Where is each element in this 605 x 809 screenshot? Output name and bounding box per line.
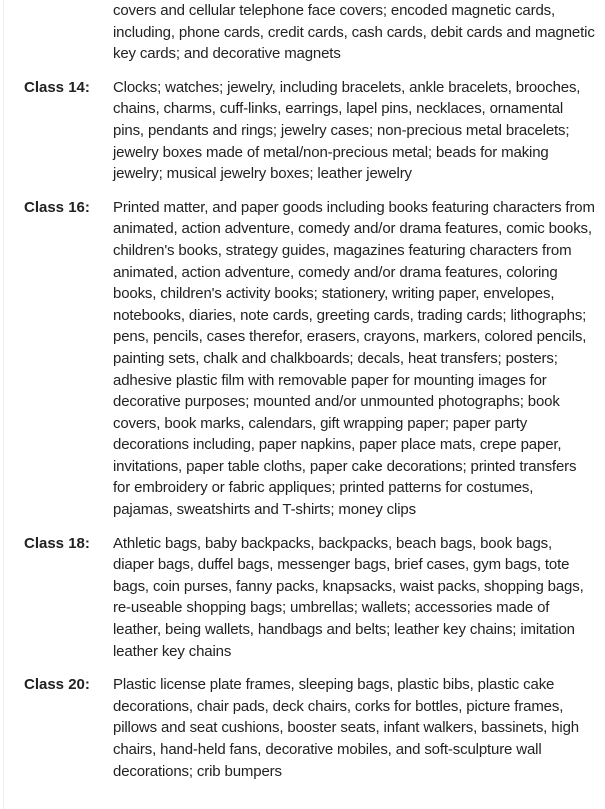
class-label: Class 16: [24,198,90,216]
class-entry-16 [0,197,605,521]
class-label: Class 18: [24,534,90,552]
class-label [0,0,113,65]
class-entry-20 [0,674,605,782]
class-description: Clocks; watches; jewelry, including bracelets, ankle bracelets, brooches, chains, charms, cuff-links, earrings, lapel pins, necklaces, ornamental pins, pendants and rings; jewelry cases; non-precious metal bracelets; jewelry boxes made of metal/non-precious metal; beads for making jewelry; musical jewelry boxes; leather jewelry [113,78,581,183]
class-label: Class 14: [24,78,90,96]
class-label: Class 20: [24,676,90,694]
class-description: covers and cellular telephone face covers; encoded magnetic cards, including, phone cards, credit cards, cash cards, debit cards and magnetic key cards; and decorative magnets [113,2,595,63]
class-entry-14 [0,77,605,185]
class-description: Printed matter, and paper goods including books featuring characters from animated, action adventure, comedy and/or drama features, comic books, children's books, strategy guides, magazines featuring characters from animated, action adventure, comedy and/or drama features, coloring books, children's activity books; stationery, writing paper, envelopes, notebooks, diaries, note cards, greeting cards, trading cards; lithographs; pens, pencils, cases therefor, erasers, crayons, markers, colored pencils, painting sets, chalk and chalkboards; decals, heat transfers; posters; adhesive plastic film with removable paper for mounting images for decorative purposes; mounted and/or unmounted photographs; book covers, book marks, calendars, gift wrapping paper; paper party decorations including, paper napkins, paper place mats, crepe paper, invitations, paper table cloths, paper cake decorations; printed transfers for embroidery or fabric appliques; printed patterns for costumes, pajamas, sweatshirts and T-shirts; money clips [113,198,595,519]
class-description: Plastic license plate frames, sleeping bags, plastic bibs, plastic cake decorations, chair pads, deck chairs, corks for bottles, picture frames, pillows and seat cushions, booster seats, infant walkers, bassinets, high chairs, hand-held fans, decorative mobiles, and soft-sculpture wall decorations; crib bumpers [113,676,579,780]
class-entry-18 [0,533,605,663]
class-description: Athletic bags, baby backpacks, backpacks, beach bags, book bags, diaper bags, duffel bags, messenger bags, brief cases, gym bags, tote bags, coin purses, fanny packs, knapsacks, waist packs, shopping bags, re-useable shopping bags; umbrellas; wallets; accessories made of leather, being wallets, handbags and belts; leather key chains; imitation leather key chains [113,534,584,660]
class-entry-continued [0,0,605,65]
